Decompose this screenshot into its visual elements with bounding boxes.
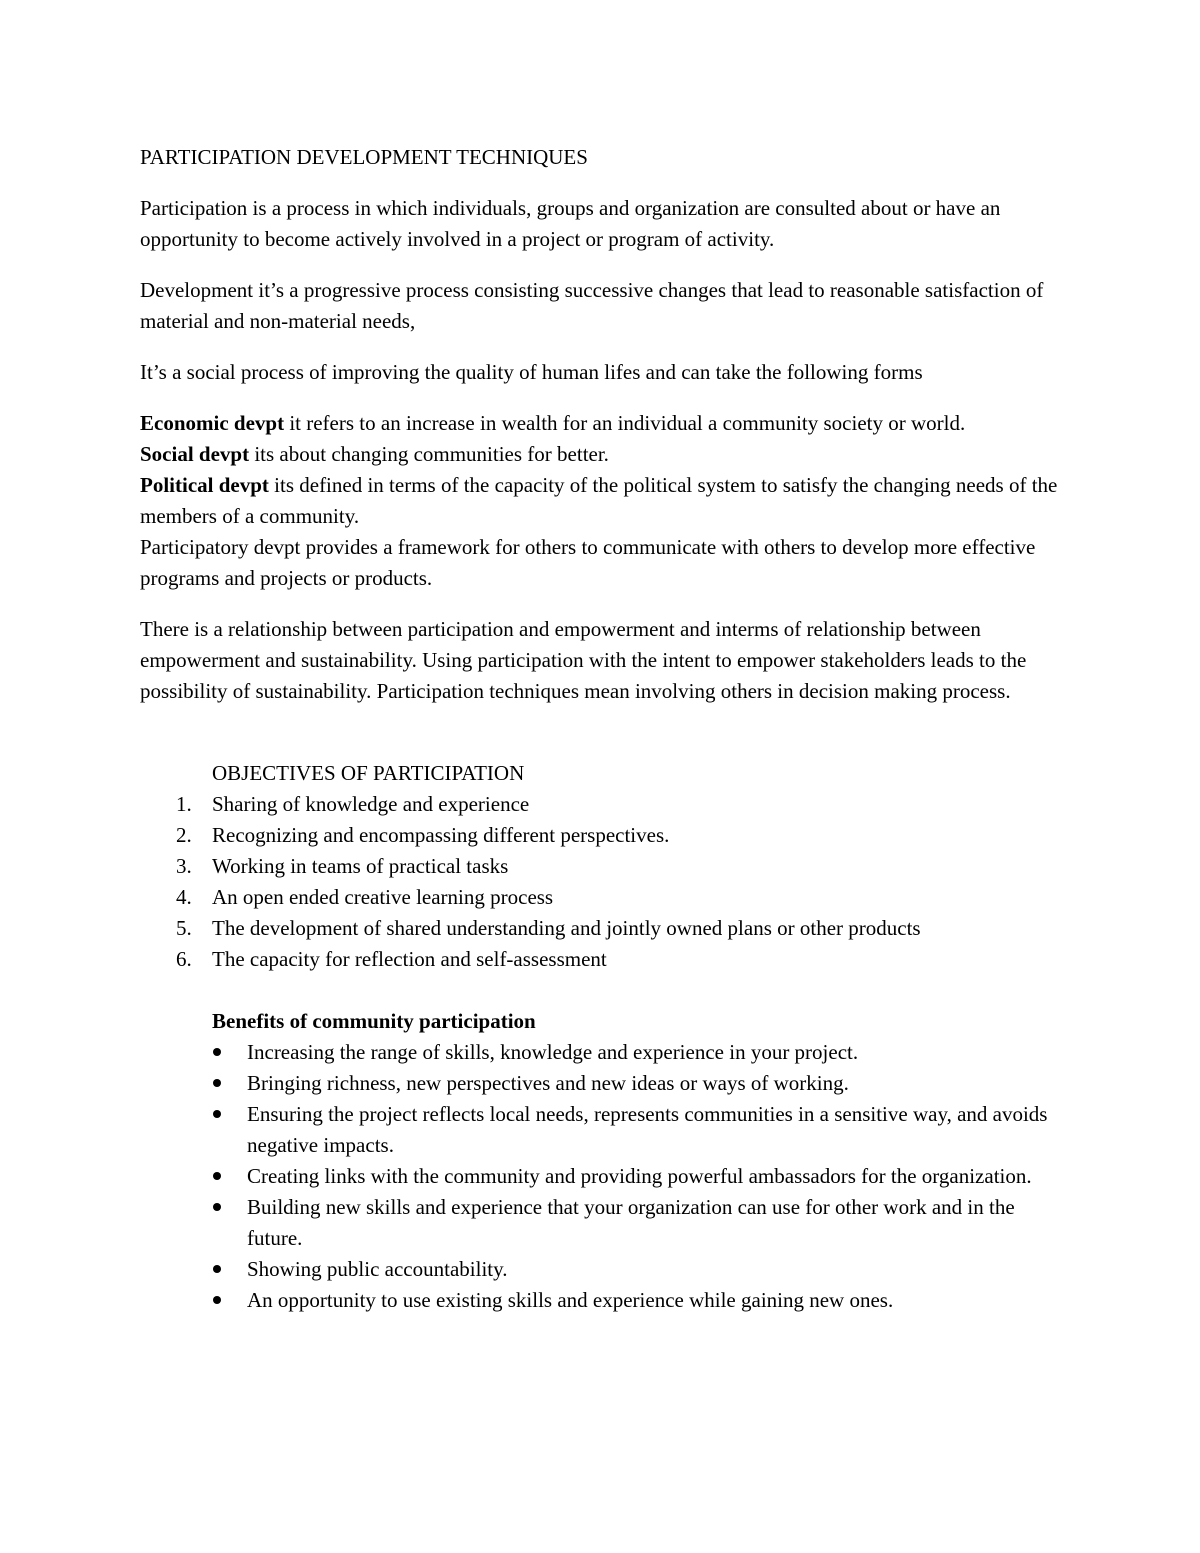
list-item: [176, 944, 1070, 975]
list-number: 3.: [176, 854, 192, 878]
list-item-text: Ensuring the project reflects local needs, represents communities in a sensitive way, and avoids negative impacts.: [247, 1102, 1048, 1157]
document-title: PARTICIPATION DEVELOPMENT TECHNIQUES: [140, 145, 588, 169]
list-item: [247, 1161, 1070, 1192]
list-number: 1.: [176, 792, 192, 816]
form-text: its about changing communities for better.: [249, 442, 609, 466]
list-item: [247, 1099, 1070, 1161]
objectives-heading: OBJECTIVES OF PARTICIPATION: [212, 761, 525, 785]
bullet-icon: [212, 1068, 232, 1099]
bullet-icon: [212, 1161, 232, 1192]
list-item: [176, 789, 1070, 820]
form-social: [140, 439, 1070, 470]
list-item-text: Sharing of knowledge and experience: [212, 792, 530, 816]
intro-paragraph-social-process: It’s a social process of improving the quality of human lifes and can take the following forms: [140, 360, 923, 384]
list-item-text: An open ended creative learning process: [212, 885, 554, 909]
bullet-icon: [212, 1192, 232, 1223]
list-item: [176, 820, 1070, 851]
list-item: [176, 913, 1070, 944]
objectives-section: [176, 758, 1070, 1316]
form-participatory: [140, 532, 1070, 594]
form-text: it refers to an increase in wealth for an individual a community society or world.: [284, 411, 966, 435]
bullet-icon: [212, 1037, 232, 1068]
list-item-text: Bringing richness, new perspectives and new ideas or ways of working.: [247, 1071, 849, 1095]
form-term: Political devpt: [140, 473, 269, 497]
list-number: 6.: [176, 947, 192, 971]
intro-paragraph-participation: Participation is a process in which individuals, groups and organization are consulted about or have an opportunity to become actively involved in a project or program of activity.: [140, 196, 1001, 251]
objectives-list: [176, 789, 1070, 975]
list-item: [247, 1285, 1070, 1316]
document-page: [140, 142, 1070, 1316]
list-item-text: Creating links with the community and providing powerful ambassadors for the organization.: [247, 1164, 1032, 1188]
list-item: [247, 1068, 1070, 1099]
list-item-text: Recognizing and encompassing different perspectives.: [212, 823, 670, 847]
list-item: [247, 1037, 1070, 1068]
list-item-text: Working in teams of practical tasks: [212, 854, 509, 878]
benefits-heading-text: Benefits of community participation: [212, 1009, 536, 1033]
list-item: [247, 1254, 1070, 1285]
bullet-icon: [212, 1285, 232, 1316]
form-text: Participatory devpt provides a framework for others to communicate with others to develop more effective programs and projects or products.: [140, 535, 1036, 590]
list-item-text: The capacity for reflection and self-assessment: [212, 947, 607, 971]
form-political: [140, 470, 1070, 532]
bullet-icon: [212, 1099, 232, 1130]
list-item-text: The development of shared understanding and jointly owned plans or other products: [212, 916, 921, 940]
list-item-text: An opportunity to use existing skills and experience while gaining new ones.: [247, 1288, 894, 1312]
list-item: [247, 1192, 1070, 1254]
list-item-text: Building new skills and experience that your organization can use for other work and in the future.: [247, 1195, 1015, 1250]
development-forms: [140, 408, 1070, 594]
form-economic: [140, 408, 1070, 439]
list-item-text: Increasing the range of skills, knowledge and experience in your project.: [247, 1040, 859, 1064]
relationship-paragraph: There is a relationship between participation and empowerment and interms of relationship between empowerment and sustainability. Using participation with the intent to empower stakeholders leads to the possibility of sustainability. Participation techniques mean involving others in decision making process.: [140, 617, 1027, 703]
form-term: Social devpt: [140, 442, 250, 466]
form-term: Economic devpt: [140, 411, 285, 435]
form-text: its defined in terms of the capacity of the political system to satisfy the changing needs of the members of a community.: [140, 473, 1058, 528]
list-item-text: Showing public accountability.: [247, 1257, 508, 1281]
intro-paragraph-development: Development it’s a progressive process consisting successive changes that lead to reasonable satisfaction of material and non-material needs,: [140, 278, 1044, 333]
bullet-icon: [212, 1254, 232, 1285]
list-number: 5.: [176, 916, 192, 940]
list-item: [176, 882, 1070, 913]
list-item: [176, 851, 1070, 882]
benefits-heading: [212, 1006, 1070, 1037]
list-number: 2.: [176, 823, 192, 847]
list-number: 4.: [176, 885, 192, 909]
benefits-list: [212, 1037, 1070, 1316]
